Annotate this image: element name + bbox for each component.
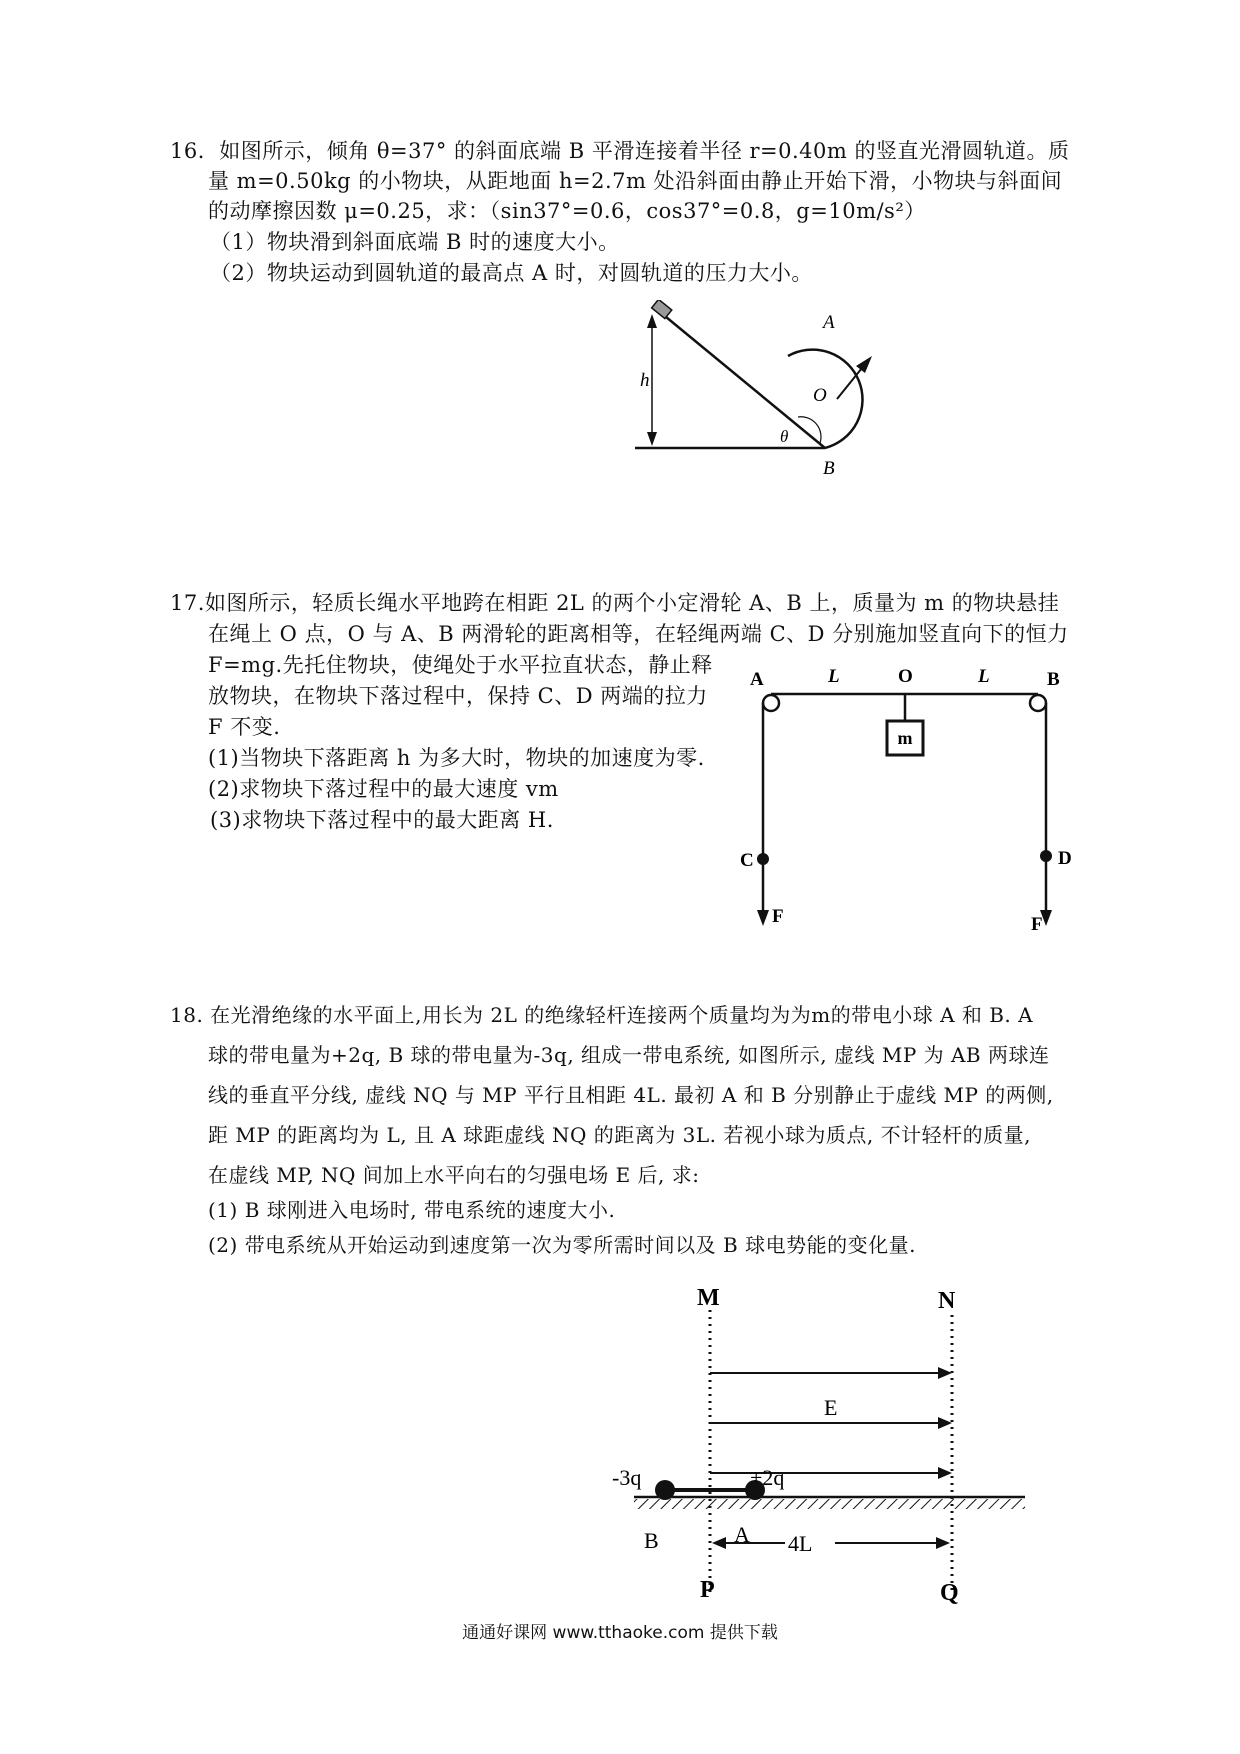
q17-part-3: (3)求物块下落过程中的最大距离 H. — [210, 808, 554, 832]
q18-label-4l: 4L — [788, 1531, 813, 1556]
q18-line-2: 球的带电量为+2q, B 球的带电量为-3q, 组成一带电系统, 如图所示, 虚线 MP 为 AB 两球连 — [208, 1043, 1050, 1067]
q17-label-f1: F — [772, 906, 784, 927]
q17-label-b: B — [1047, 669, 1060, 690]
q18-label-pos-charge: +2q — [750, 1465, 785, 1490]
q17-label-d: D — [1058, 848, 1072, 869]
q16-line-3: 的动摩擦因数 μ=0.25，求：（sin37°=0.6，cos37°=0.8，g=10m/s²） — [208, 199, 926, 223]
q16-figure — [620, 300, 920, 490]
q17-figure — [740, 660, 1080, 940]
q17-label-l2: L — [978, 666, 990, 687]
q18-line-3: 线的垂直平分线, 虚线 NQ 与 MP 平行且相距 4L. 最初 A 和 B 分别静止于虚线 MP 的两侧, — [208, 1083, 1054, 1107]
q16-label-h: h — [640, 370, 650, 391]
q17-part-2: (2)求物块下落过程中的最大速度 vm — [208, 777, 559, 801]
q18-figure — [600, 1275, 1040, 1625]
q17-line-5: F 不变. — [208, 715, 281, 739]
q17-label-f2: F — [1031, 914, 1043, 935]
q17-label-m: m — [897, 728, 913, 748]
q17-line-4: 放物块，在物块下落过程中，保持 C、D 两端的拉力 — [208, 684, 708, 708]
q17-line-1: 17.如图所示，轻质长绳水平地跨在相距 2L 的两个小定滑轮 A、B 上，质量为 m 的物块悬挂 — [170, 591, 1060, 615]
footer: 通通好课网 www.tthaoke.com 提供下载 — [462, 1623, 778, 1643]
q18-label-b: B — [644, 1528, 659, 1553]
q17-label-c: C — [740, 850, 754, 871]
q18-label-e: E — [824, 1395, 838, 1420]
q17-label-l1: L — [828, 666, 840, 687]
q16-label-theta: θ — [780, 427, 789, 446]
q18-line-1: 18. 在光滑绝缘的水平面上,用长为 2L 的绝缘轻杆连接两个质量均为为m的带电小球 A 和 B. A — [170, 1003, 1034, 1027]
q18-line-5: 在虚线 MP, NQ 间加上水平向右的匀强电场 E 后, 求: — [208, 1163, 700, 1187]
q16-line-2: 量 m=0.50kg 的小物块，从距地面 h=2.7m 处沿斜面由静止开始下滑，小物块与斜面间 — [208, 169, 1063, 193]
q18-part-2: (2) 带电系统从开始运动到速度第一次为零所需时间以及 B 球电势能的变化量. — [208, 1233, 916, 1257]
q18-part-1: (1) B 球刚进入电场时, 带电系统的速度大小. — [208, 1198, 616, 1222]
q16-label-a: A — [823, 312, 835, 333]
q16-part-2: （2）物块运动到圆轨道的最高点 A 时，对圆轨道的压力大小。 — [210, 261, 813, 285]
q16-label-b: B — [823, 458, 835, 479]
q18-label-q: Q — [940, 1580, 959, 1606]
q18-label-p: P — [700, 1577, 715, 1603]
q18-line-4: 距 MP 的距离均为 L, 且 A 球距虚线 NQ 的距离为 3L. 若视小球为质点, 不计轻杆的质量, — [208, 1123, 1031, 1147]
q18-label-neg-charge: -3q — [612, 1465, 642, 1490]
q18-label-m: M — [697, 1285, 720, 1311]
q17-line-2: 在绳上 O 点，O 与 A、B 两滑轮的距离相等，在轻绳两端 C、D 分别施加竖直向下的恒力 — [208, 622, 1069, 646]
q16-part-1: （1）物块滑到斜面底端 B 时的速度大小。 — [210, 230, 620, 254]
q17-label-a: A — [750, 669, 764, 690]
q18-label-a: A — [734, 1522, 750, 1547]
q17-line-3: F=mg.先托住物块，使绳处于水平拉直状态，静止释 — [208, 653, 713, 677]
q16-label-o: O — [813, 385, 827, 406]
q16-line-1: 16．如图所示，倾角 θ=37° 的斜面底端 B 平滑连接着半径 r=0.40m 的竖直光滑圆轨道。质 — [170, 139, 1070, 163]
q17-part-1: (1)当物块下落距离 h 为多大时，物块的加速度为零. — [208, 746, 705, 770]
q17-label-o: O — [898, 666, 913, 687]
q18-label-n: N — [938, 1288, 956, 1314]
